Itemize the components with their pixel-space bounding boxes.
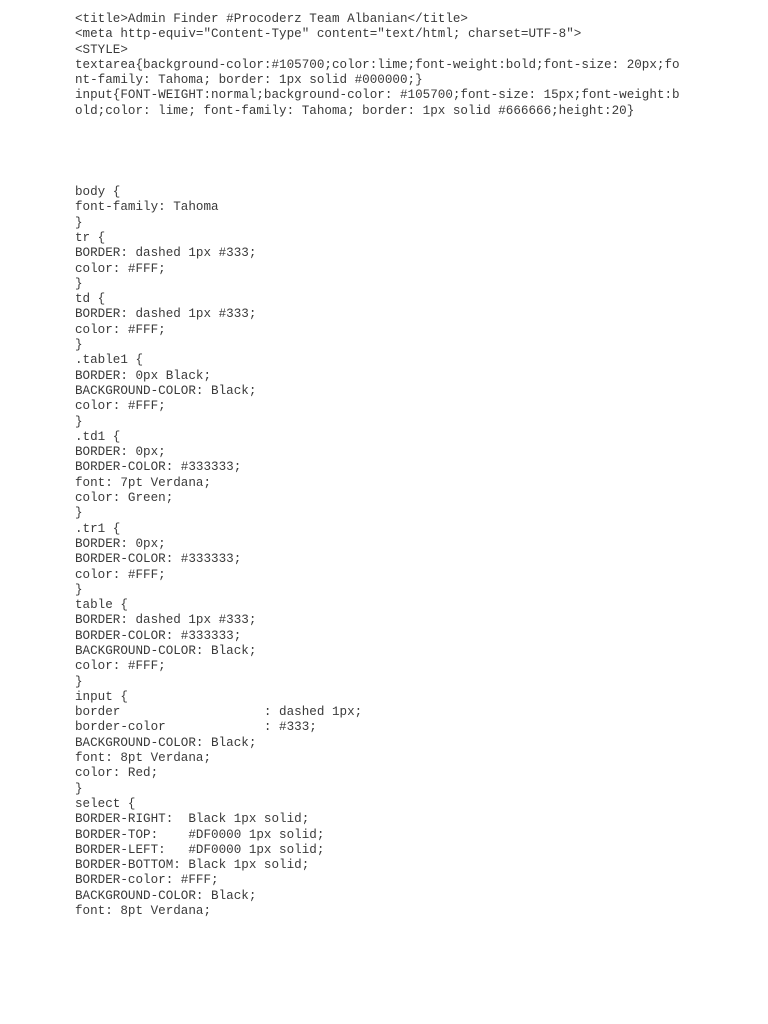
code-line: color: #FFF; [75,567,166,582]
code-line: } [75,781,83,796]
code-line: } [75,414,83,429]
code-line: BORDER: 0px; [75,445,166,460]
code-line: .tr1 { [75,521,121,536]
code-line: font: 8pt Verdana; [75,751,212,766]
code-line: BORDER-COLOR: #333333; [75,552,242,567]
code-line: BORDER-LEFT: #DF0000 1px solid; [75,842,325,857]
code-line: <STYLE> [75,42,128,57]
code-line: BORDER-TOP: #DF0000 1px solid; [75,827,325,842]
code-line: border : dashed 1px; [75,705,363,720]
code-line: input{FONT-WEIGHT:normal;background-color: #105700;font-size: 15px;font-weight:b [75,88,680,103]
code-line: BACKGROUND-COLOR: Black; [75,735,257,750]
code-line: border-color : #333; [75,720,317,735]
code-line: } [75,674,83,689]
code-line: BACKGROUND-COLOR: Black; [75,383,257,398]
code-line: input { [75,689,128,704]
code-line: <meta http-equiv="Content-Type" content="text/html; charset=UTF-8"> [75,27,582,42]
code-line: color: Green; [75,491,174,506]
code-line: font-family: Tahoma [75,200,219,215]
code-line: color: #FFF; [75,261,166,276]
code-line: } [75,276,83,291]
code-line: BORDER-COLOR: #333333; [75,460,242,475]
code-line: font: 8pt Verdana; [75,904,212,919]
code-line: BORDER-COLOR: #333333; [75,628,242,643]
code-line: .td1 { [75,429,121,444]
code-line: BORDER-RIGHT: Black 1px solid; [75,812,310,827]
code-line: table { [75,598,128,613]
code-line: tr { [75,230,106,245]
code-line: BORDER: dashed 1px #333; [75,246,257,261]
code-line: textarea{background-color:#105700;color:lime;font-weight:bold;font-size: 20px;fo [75,57,680,72]
code-line: } [75,215,83,230]
code-line: BACKGROUND-COLOR: Black; [75,643,257,658]
code-line: } [75,582,83,597]
blank-space [75,119,755,185]
code-line: BORDER: 0px; [75,536,166,551]
code-line: body { [75,185,121,200]
code-line: } [75,338,83,353]
code-line: BORDER: dashed 1px #333; [75,307,257,322]
code-line: old;color: lime; font-family: Tahoma; border: 1px solid #666666;height:20} [75,103,635,118]
code-line: BORDER: 0px Black; [75,368,212,383]
css-rules-block [75,185,755,919]
code-line: BORDER-color: #FFF; [75,873,219,888]
code-line: } [75,506,83,521]
code-line: color: Red; [75,766,159,781]
code-line: select { [75,796,136,811]
code-line: color: #FFF; [75,399,166,414]
code-line: BACKGROUND-COLOR: Black; [75,888,257,903]
code-line: color: #FFF; [75,322,166,337]
code-line: font: 7pt Verdana; [75,475,212,490]
source-code-document [75,12,755,919]
code-line: BORDER: dashed 1px #333; [75,613,257,628]
code-line: td { [75,292,106,307]
head-markup-block [75,12,755,119]
code-line: color: #FFF; [75,659,166,674]
code-line: BORDER-BOTTOM: Black 1px solid; [75,858,310,873]
code-line: .table1 { [75,353,144,368]
code-line: nt-family: Tahoma; border: 1px solid #000000;} [75,73,423,88]
code-line: <title>Admin Finder #Procoderz Team Albanian</title> [75,12,468,26]
